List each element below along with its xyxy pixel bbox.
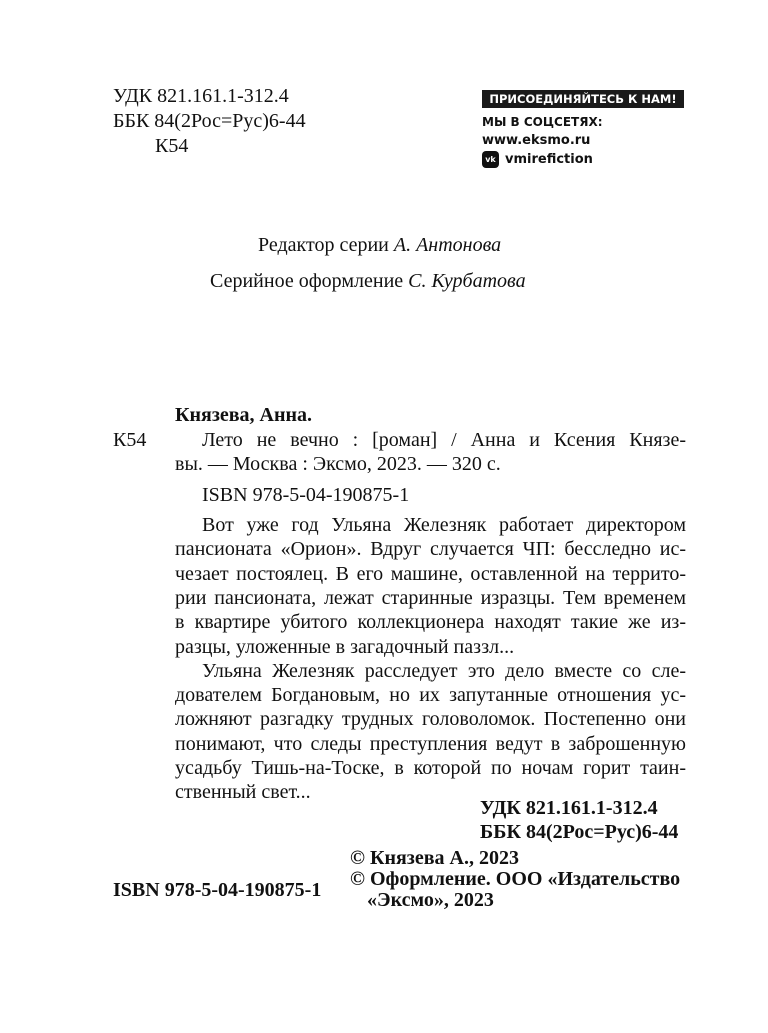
vk-icon: vk — [482, 151, 499, 168]
website-link[interactable]: www.eksmo.ru — [482, 133, 591, 148]
annotation-line: понимают, что следы преступления ведут в заброшенную — [175, 732, 686, 755]
join-us-banner: ПРИСОЕДИНЯЙТЕСЬ К НАМ! — [482, 90, 684, 108]
copyright-design: © Оформление. ООО «Издательство — [350, 868, 681, 890]
series-editor — [258, 235, 501, 255]
copyright-design-cont: «Эксмо», 2023 — [367, 889, 494, 911]
annotation-line: разцы, уложенные в загадочный паззл... — [175, 635, 515, 658]
annotation-line: пансионата «Орион». Вдруг случается ЧП: бесследно ис- — [175, 538, 686, 561]
footer-bbk: ББК 84(2Рос=Рус)6-44 — [480, 821, 679, 843]
entry-line: вы. — Москва : Эксмо, 2023. — 320 с. — [175, 453, 501, 475]
entry-mark: К54 — [113, 429, 147, 451]
bbk-code: ББК 84(2Рос=Рус)6-44 — [113, 110, 306, 132]
design-label: Серийное оформление — [210, 270, 404, 292]
entry-author: Князева, Анна. — [175, 404, 313, 426]
author-mark: К54 — [155, 135, 189, 157]
annotation-line: ложняют разгадку трудных головоломок. Постепенно они — [175, 708, 686, 731]
entry-line: Лето не вечно : [роман] / Анна и Ксения Князе- — [202, 429, 686, 451]
annotation-line: усадьбу Тишь-на-Тоске, в которой по ночам горит таин- — [175, 757, 686, 779]
editor-name: А. Антонова — [393, 234, 502, 256]
annotation-line: дователем Богдановым, но их запутанные отношения ус- — [175, 684, 686, 707]
copyright-author: © Князева А., 2023 — [350, 847, 519, 869]
annotation-line: рии пансионата, лежат старинные изразцы. Тем временем — [175, 586, 686, 609]
design-name: С. Курбатова — [408, 270, 526, 292]
entry-isbn: ISBN 978-5-04-190875-1 — [202, 484, 410, 506]
social-heading: МЫ В СОЦСЕТЯХ: — [482, 115, 603, 129]
annotation-line: ственный свет... — [175, 781, 311, 804]
vk-link[interactable]: vmirefiction — [505, 152, 593, 167]
footer-isbn: ISBN 978-5-04-190875-1 — [113, 879, 322, 901]
annotation-line: Вот уже год Ульяна Железняк работает директором — [202, 514, 686, 536]
footer-udk: УДК 821.161.1-312.4 — [480, 797, 658, 819]
annotation-line: в квартире убитого коллекционера находят такие же из- — [175, 611, 686, 634]
series-design — [210, 271, 526, 291]
udk-code: УДК 821.161.1-312.4 — [113, 85, 289, 107]
annotation-line: Ульяна Железняк расследует это дело вместе со сле- — [202, 659, 686, 682]
editor-label: Редактор серии — [258, 234, 389, 256]
annotation-line: чезает постоялец. В его машине, оставленной на террито- — [175, 562, 686, 585]
